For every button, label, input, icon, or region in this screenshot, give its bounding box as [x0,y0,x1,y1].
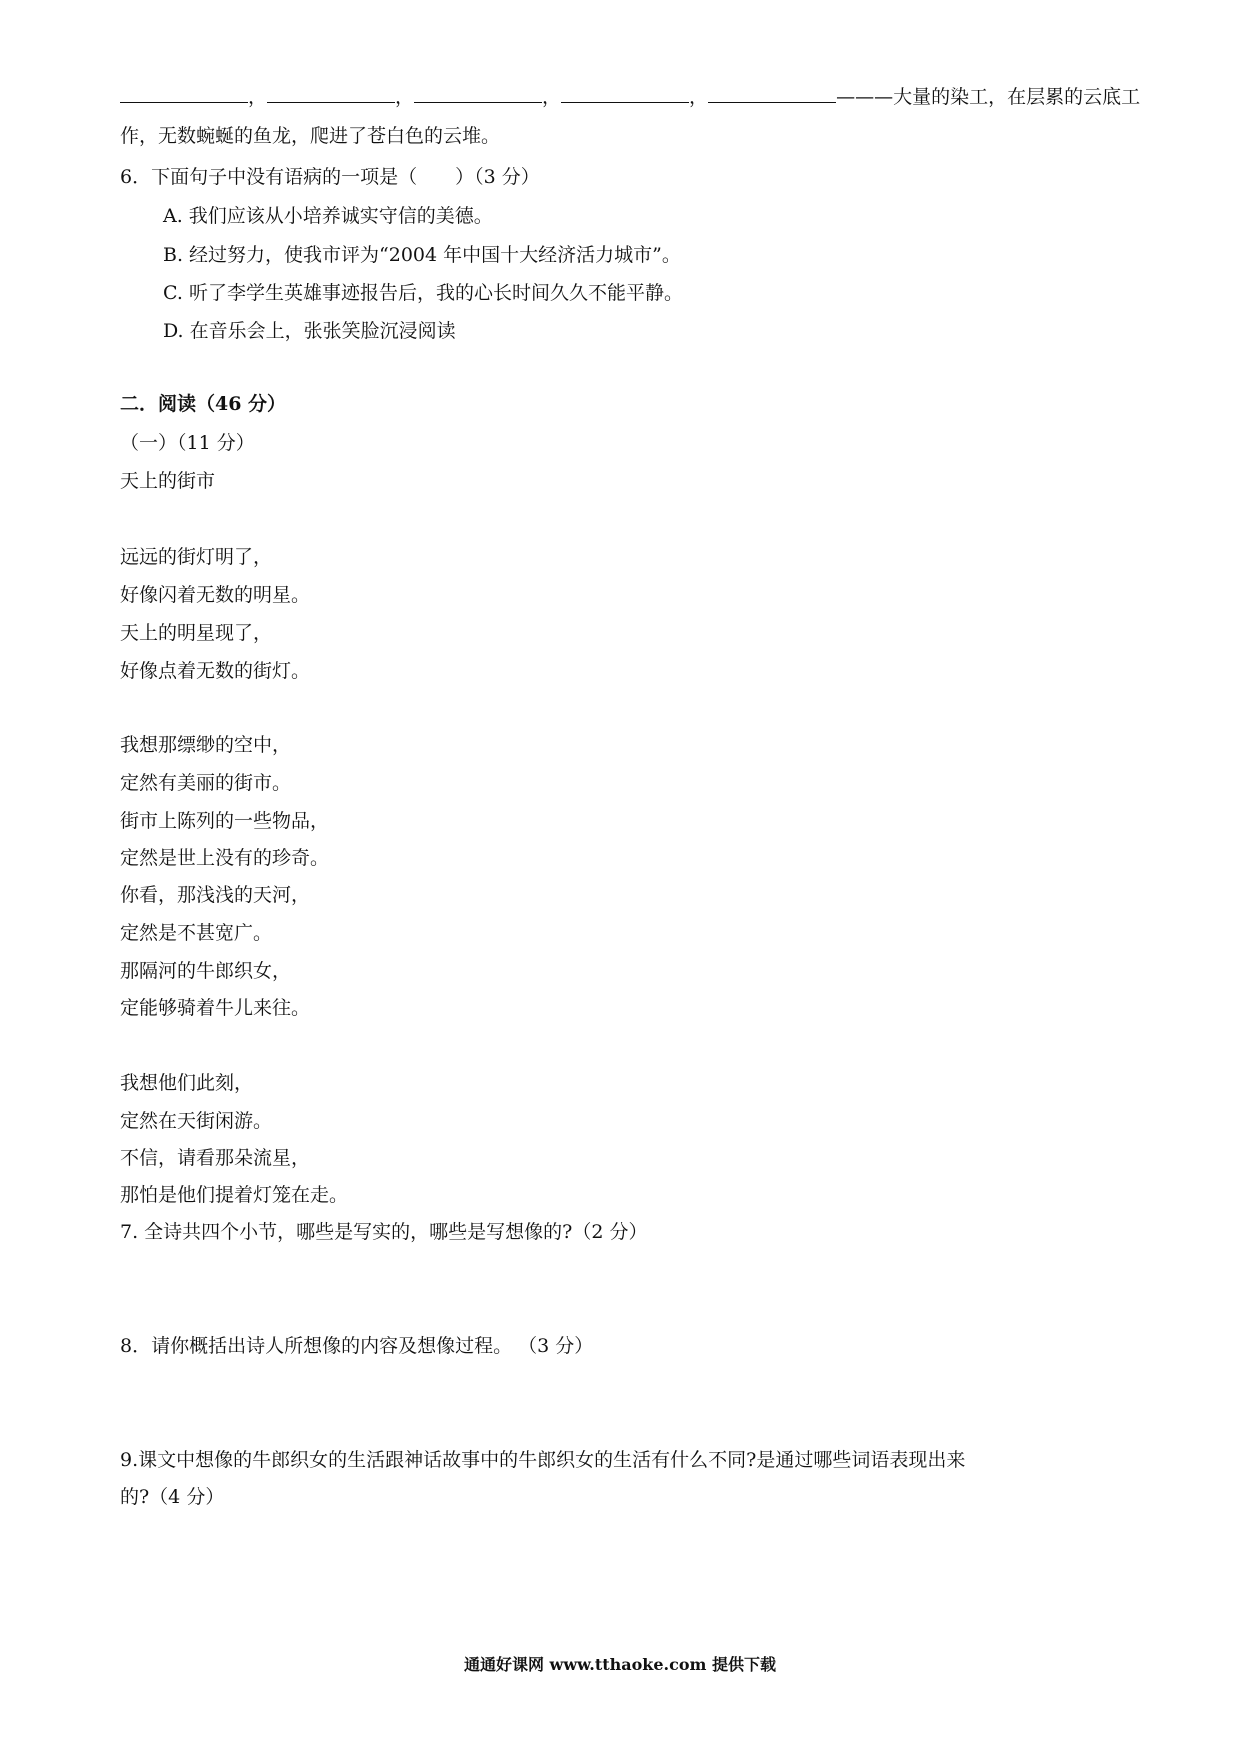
blank-separator: ， [395,86,415,108]
answer-blank[interactable] [414,84,542,103]
poem-line: 定能够骑着牛儿来往。 [120,997,311,1019]
answer-blank[interactable] [120,84,248,103]
answer-blank[interactable] [708,84,836,103]
poem-line: 街市上陈列的一些物品， [120,810,330,832]
poem-line: 定然是世上没有的珍奇。 [120,847,330,869]
question-9-line1: 9.课文中想像的牛郎织女的生活跟神话故事中的牛郎织女的生活有什么不同?是通过哪些词语表现出来 [120,1449,966,1471]
q5-tail-text: ———大量的染工，在层累的云底工 [836,86,1141,108]
q6-option-a: A. 我们应该从小培养诚实守信的美德。 [163,205,493,227]
poem-line: 我想那缥缈的空中， [120,734,292,756]
footer-credit: 通通好课网 www.tthaoke.com 提供下载 [463,1655,777,1674]
poem-line: 定然在天街闲游。 [120,1110,273,1132]
answer-blank[interactable] [267,84,395,103]
q6-stem: 6．下面句子中没有语病的一项是（ ）（3 分） [120,166,540,188]
poem-line: 定然是不甚宽广。 [120,922,273,944]
blank-separator: ， [248,86,268,108]
blank-separator: ， [542,86,562,108]
poem-line: 不信，请看那朵流星， [120,1147,311,1169]
section-heading: 二．阅读（46 分） [120,393,287,415]
answer-blank[interactable] [561,84,689,103]
q6-option-b: B. 经过努力，使我市评为“2004 年中国十大经济活力城市”。 [163,244,681,266]
poem-title: 天上的街市 [120,470,216,492]
poem-line: 定然有美丽的街市。 [120,772,292,794]
part-label: （一）（11 分） [120,432,255,454]
q6-option-c: C. 听了李学生英雄事迹报告后，我的心长时间久久不能平静。 [163,282,683,304]
poem-line: 你看，那浅浅的天河， [120,884,311,906]
poem-line: 那怕是他们提着灯笼在走。 [120,1184,349,1206]
poem-line: 好像闪着无数的明星。 [120,584,311,606]
question-8: 8．请你概括出诗人所想像的内容及想像过程。 （3 分） [120,1335,594,1357]
poem-line: 好像点着无数的街灯。 [120,660,311,682]
q6-option-d: D. 在音乐会上，张张笑脸沉浸阅读 [163,320,456,342]
poem-line: 远远的街灯明了， [120,546,273,568]
blank-separator: ， [689,86,709,108]
question-9-line2: 的?（4 分） [120,1486,225,1508]
question-7: 7. 全诗共四个小节，哪些是写实的，哪些是写想像的?（2 分） [120,1221,648,1243]
poem-line: 天上的明星现了， [120,622,273,644]
q5-line2: 作，无数蜿蜒的鱼龙，爬进了苍白色的云堆。 [120,125,501,147]
q5-blank-line [120,84,1140,110]
poem-line: 我想他们此刻， [120,1072,254,1094]
poem-line: 那隔河的牛郎织女， [120,960,292,982]
